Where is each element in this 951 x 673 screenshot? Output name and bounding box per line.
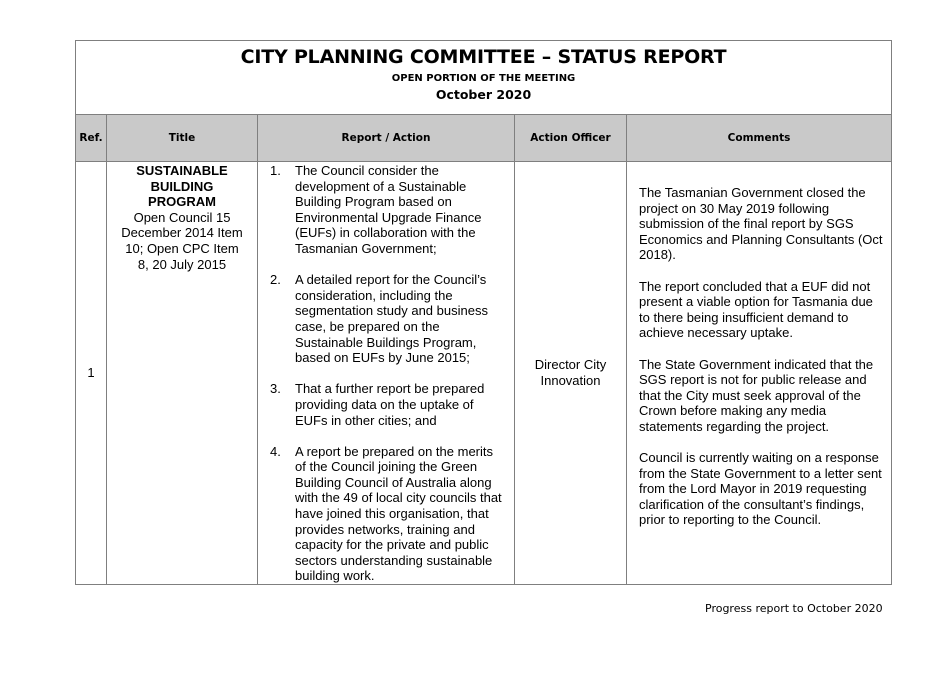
report-header [76,41,892,115]
column-header-report: Report / Action [258,115,515,162]
comment-paragraph: The report concluded that a EUF did not present a viable option for Tasmania due to there being insufficient demand to achieve necessary uptake. [639,278,873,341]
comment-paragraph: The Tasmanian Government closed the project on 30 May 2019 following submission of the final report by SGS Economics and Planning Consultants (Oct 2018). [639,185,883,263]
list-item [270,381,506,428]
list-item [270,163,506,257]
footer-progress-note: Progress report to October 2020 [705,602,883,615]
column-header-title: Title [107,115,258,162]
table-row [76,162,892,585]
list-item [270,444,506,584]
list-item [270,272,506,366]
comment-paragraph: The State Government indicated that the SGS report is not for public release and that the City must seek approval of the Crown before making any media statements regarding the project. [639,356,874,434]
status-report-table [75,40,892,585]
column-header-comments: Comments [627,115,892,162]
list-item-text: A report be prepared on the merits of the Council joining the Green Building Council of Australia along with the 49 of local city councils that have joined this organisation, that provides networks, training and capacity for the private and public sectors understanding sustainable building work. [295,443,502,584]
comment-paragraph: Council is currently waiting on a response from the State Government to a letter sent from the Lord Mayor in 2019 requesting clarification of the consultant’s findings, prior to reporting to the Council. [639,450,882,528]
column-header-officer: Action Officer [515,115,627,162]
list-item-text: A detailed report for the Council’s consideration, including the segmentation study and business case, be prepared on the Sustainable Buildings Program, based on EUFs by June 2015; [295,272,488,366]
ref-cell: 1 [76,162,107,585]
list-item-text: The Council consider the development of a Sustainable Building Program based on Environmental Upgrade Finance (EUFs) in collaboration with the Tasmanian Government; [295,163,482,256]
title-cell [107,162,258,585]
column-header-row [76,115,892,162]
list-item-number: 2. [270,272,281,288]
comments-cell [627,162,892,585]
list-item-number: 3. [270,381,281,397]
list-item-number: 4. [270,443,281,459]
report-subtitle: OPEN PORTION OF THE MEETING [391,73,576,84]
report-date: October 2020 [435,87,532,102]
action-officer-cell: Director City Innovation [515,162,627,585]
list-item-text: That a further report be prepared providing data on the uptake of EUFs in other cities; and [295,381,485,428]
report-header-row [76,41,892,115]
report-title: CITY PLANNING COMMITTEE – STATUS REPORT [240,46,727,68]
meeting-reference: Open Council 15 December 2014 Item 10; Open CPC Item 8, 20 July 2015 [121,209,243,272]
program-name: SUSTAINABLE BUILDING PROGRAM [136,163,228,210]
column-header-ref: Ref. [76,115,107,162]
list-item-number: 1. [270,163,281,178]
action-list [258,162,514,584]
report-action-cell [258,162,515,585]
